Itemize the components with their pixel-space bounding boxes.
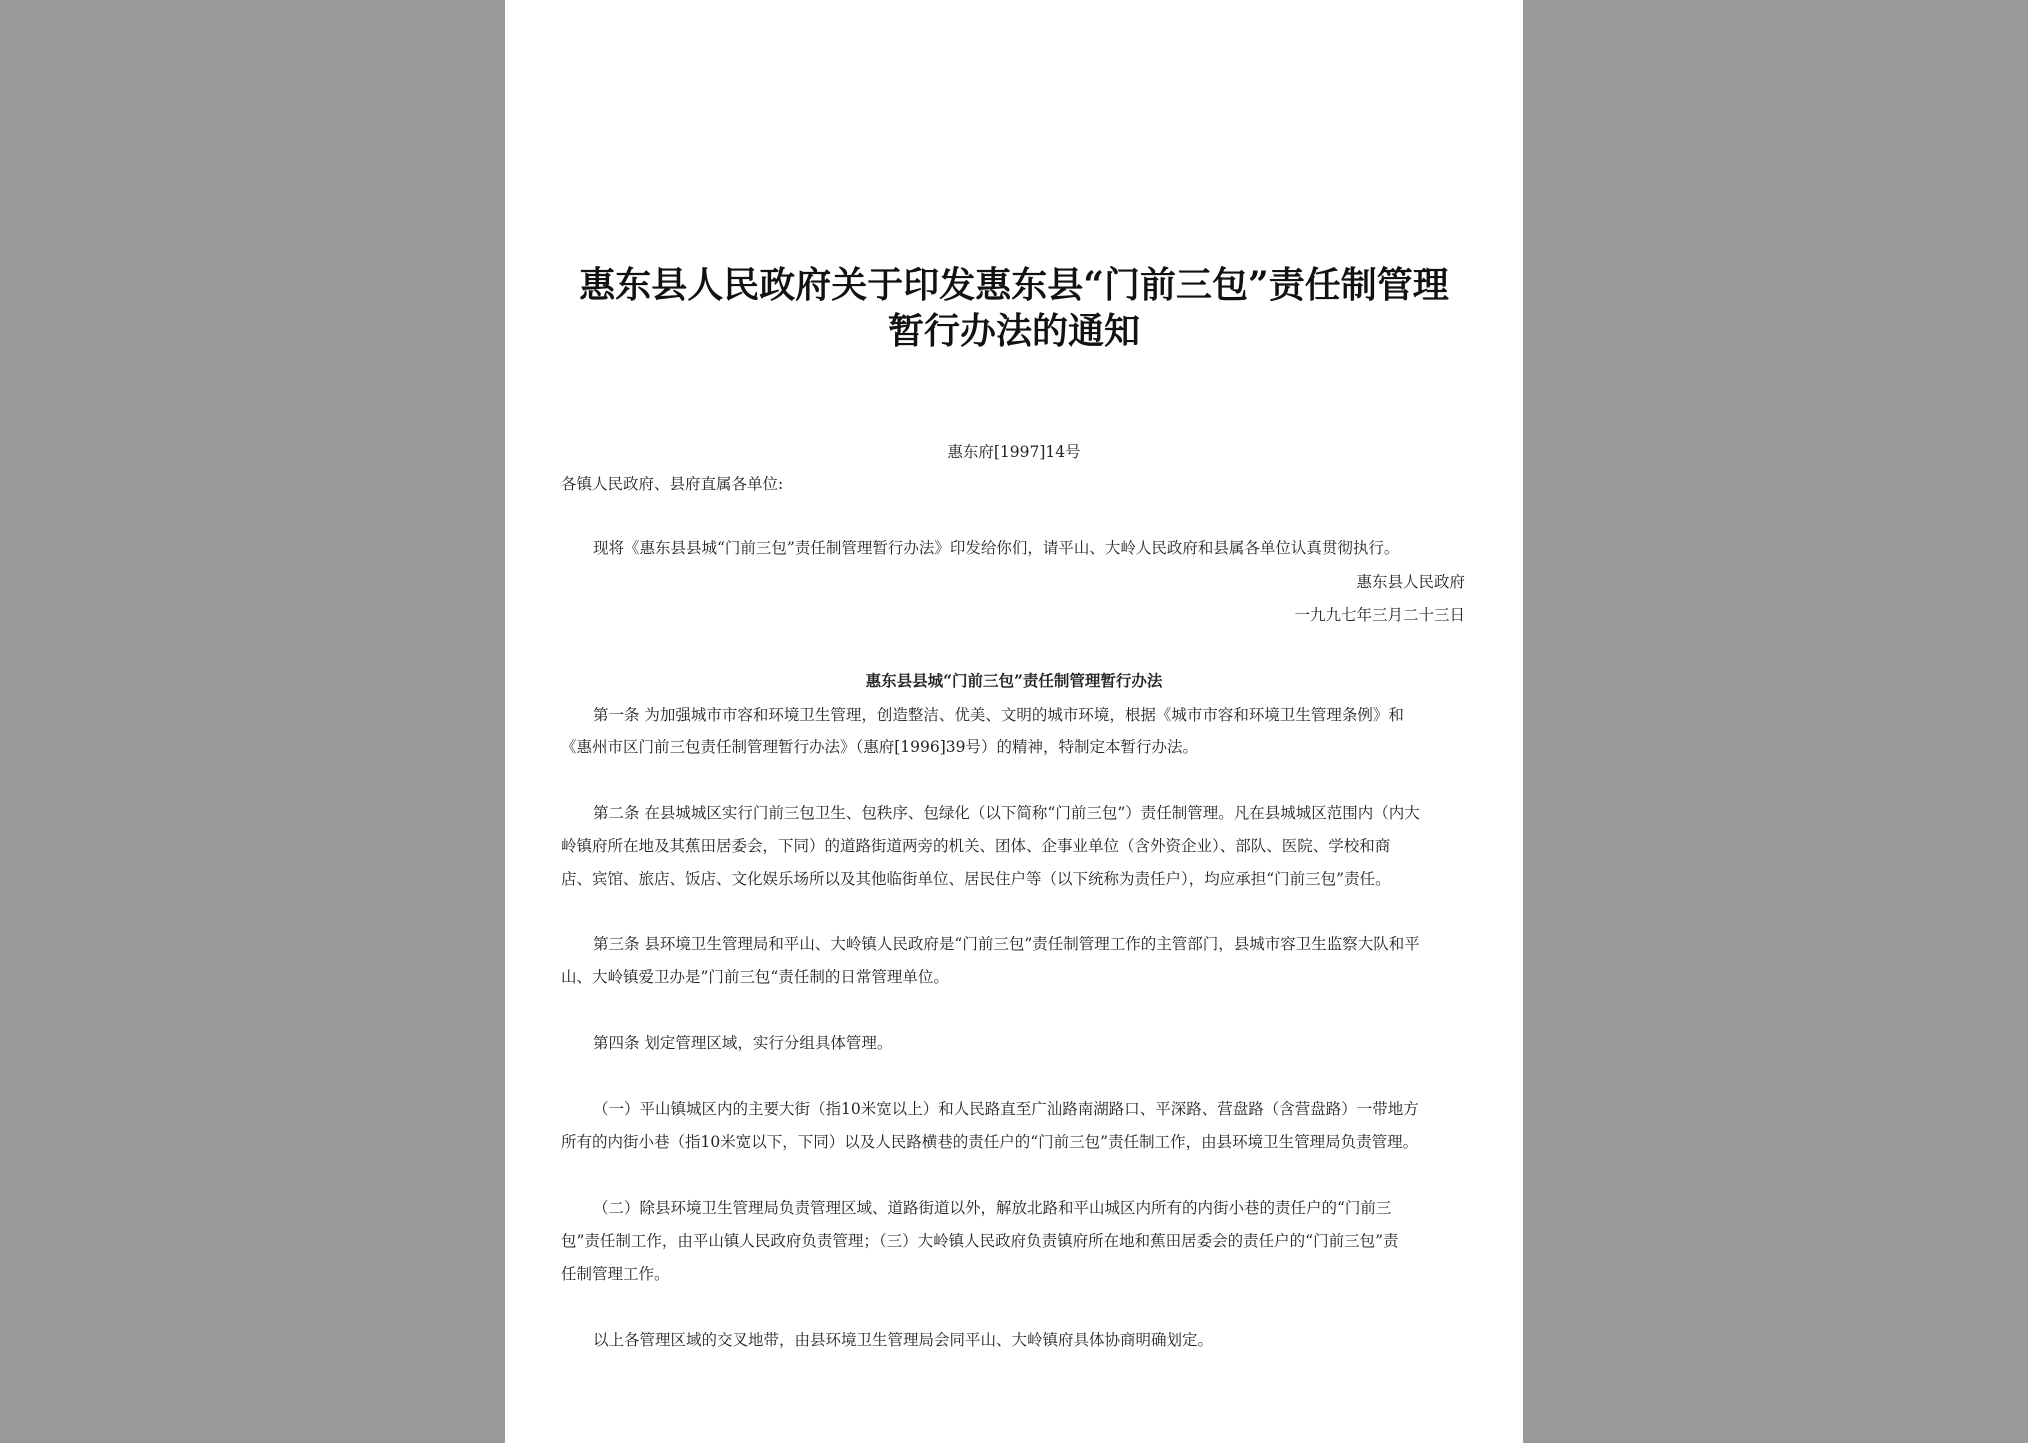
notice-body: 现将《惠东县县城“门前三包”责任制管理暂行办法》印发给你们，请平山、大岭人民政府和县属各单位认真贯彻执行。 bbox=[593, 539, 1400, 557]
document-page bbox=[505, 0, 1523, 1443]
clause-2-line-3: 任制管理工作。 bbox=[561, 1265, 670, 1283]
article-2-line-2: 岭镇府所在地及其蕉田居委会，下同）的道路街道两旁的机关、团体、企事业单位（含外资企业）、部队、医院、学校和商 bbox=[561, 837, 1391, 855]
closing-paragraph: 以上各管理区域的交叉地带，由县环境卫生管理局会同平山、大岭镇府具体协商明确划定。 bbox=[593, 1331, 1214, 1349]
clause-2-line-1: （二）除县环境卫生管理局负责管理区域、道路街道以外，解放北路和平山城区内所有的内街小巷的责任户的“门前三 bbox=[593, 1199, 1392, 1217]
addressee: 各镇人民政府、县府直属各单位: bbox=[561, 475, 784, 493]
document-title-line-2: 暂行办法的通知 bbox=[887, 310, 1140, 352]
article-2-line-3: 店、宾馆、旅店、饭店、文化娱乐场所以及其他临街单位、居民住户等（以下统称为责任户），均应承担“门前三包”责任。 bbox=[561, 870, 1391, 888]
signature: 惠东县人民政府 bbox=[1356, 573, 1465, 591]
clause-1-line-1: （一）平山镇城区内的主要大街（指10米宽以上）和人民路直至广汕路南湖路口、平深路、营盘路（含营盘路）一带地方 bbox=[593, 1100, 1419, 1118]
clause-1-line-2: 所有的内街小巷（指10米宽以下，下同）以及人民路横巷的责任户的“门前三包”责任制工作，由县环境卫生管理局负责管理。 bbox=[561, 1133, 1419, 1151]
article-3-line-2: 山、大岭镇爱卫办是”门前三包“责任制的日常管理单位。 bbox=[561, 968, 949, 986]
measures-title: 惠东县县城“门前三包”责任制管理暂行办法 bbox=[865, 671, 1163, 690]
document-title-line-1: 惠东县人民政府关于印发惠东县“门前三包”责任制管理 bbox=[579, 264, 1449, 306]
article-1-line-1: 第一条 为加强城市市容和环境卫生管理，创造整洁、优美、文明的城市环境，根据《城市市容和环境卫生管理条例》和 bbox=[593, 706, 1404, 724]
issue-date: 一九九七年三月二十三日 bbox=[1294, 606, 1465, 624]
article-1-line-2: 《惠州市区门前三包责任制管理暂行办法》（惠府[1996]39号）的精神，特制定本暂行办法。 bbox=[561, 738, 1199, 756]
clause-2-line-2: 包”责任制工作，由平山镇人民政府负责管理；（三）大岭镇人民政府负责镇府所在地和蕉田居委会的责任户的“门前三包”责 bbox=[561, 1232, 1399, 1250]
article-2-line-1: 第二条 在县城城区实行门前三包卫生、包秩序、包绿化（以下简称“门前三包”）责任制管理。凡在县城城区范围内（内大 bbox=[593, 804, 1420, 822]
document-number: 惠东府[1997]14号 bbox=[947, 443, 1081, 461]
article-3-line-1: 第三条 县环境卫生管理局和平山、大岭镇人民政府是“门前三包”责任制管理工作的主管部门，县城市容卫生监察大队和平 bbox=[593, 935, 1420, 953]
article-4: 第四条 划定管理区域，实行分组具体管理。 bbox=[593, 1034, 893, 1052]
